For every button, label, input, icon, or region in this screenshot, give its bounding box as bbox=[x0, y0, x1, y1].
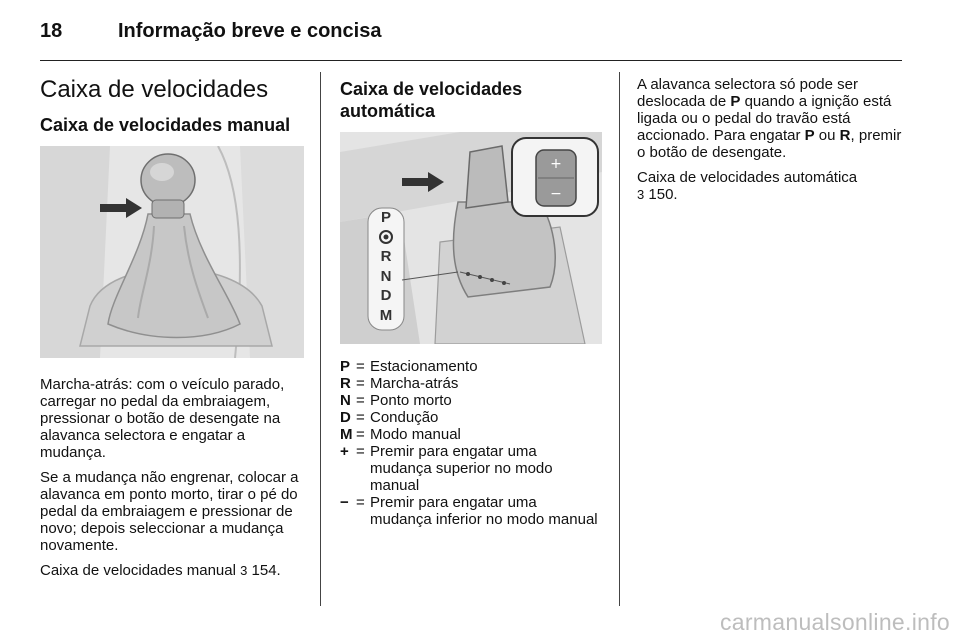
reference-page: 154. bbox=[251, 562, 281, 579]
section-title: Caixa de velocidades bbox=[40, 76, 269, 103]
position-label-m: M bbox=[379, 306, 393, 324]
header-rule bbox=[40, 60, 902, 61]
position-label-n: N bbox=[380, 267, 392, 285]
text-run: ou bbox=[814, 127, 840, 144]
brake-lock-icon bbox=[378, 229, 394, 245]
legend-equals: = bbox=[356, 409, 365, 426]
svg-text:+: + bbox=[550, 156, 562, 172]
legend-row bbox=[340, 358, 602, 375]
legend-row bbox=[340, 392, 602, 409]
position-lock-icon bbox=[370, 228, 402, 248]
legend-key: N bbox=[340, 392, 351, 409]
running-title: Informação breve e concisa bbox=[118, 20, 382, 42]
legend-key-plus: + bbox=[340, 443, 349, 460]
legend-text: Estacionamento bbox=[370, 358, 478, 375]
position-label-r: R bbox=[380, 248, 392, 265]
reference-page: 150. bbox=[648, 186, 678, 203]
column-manual-gearbox bbox=[40, 70, 304, 579]
legend-equals: = bbox=[356, 443, 365, 460]
bold-gear-r: R bbox=[839, 127, 851, 144]
paragraph-reverse-gear: Marcha-atrás: com o veículo parado, carregar no pedal da embraiagem, pressionar o botão de desengate na alavanca selectora e engatar a mudança. bbox=[40, 376, 285, 461]
watermark: carmanualsonline.info bbox=[719, 609, 950, 635]
column-automatic-gearbox bbox=[340, 70, 602, 528]
svg-text:−: − bbox=[550, 186, 562, 202]
position-label-p: P bbox=[380, 209, 391, 226]
column-divider-left bbox=[320, 72, 321, 606]
manual-gear-lever-figure bbox=[40, 146, 304, 358]
paragraph-selector-lever bbox=[637, 76, 905, 161]
manual-gear-lever-illustration bbox=[40, 146, 304, 358]
legend-equals: = bbox=[356, 358, 365, 375]
legend-key: P bbox=[340, 358, 351, 375]
legend-row bbox=[340, 409, 602, 426]
legend-text: Condução bbox=[370, 409, 439, 426]
bold-gear-p: P bbox=[804, 127, 815, 144]
legend-key: M bbox=[340, 426, 353, 443]
legend-row bbox=[340, 426, 602, 443]
text-run: , premir o botão de desengate. bbox=[637, 127, 902, 161]
reference-arrow-icon: 3 bbox=[637, 187, 645, 202]
position-label-d: D bbox=[380, 287, 392, 304]
legend-text: Premir para engatar uma mudança superior no modo manual bbox=[370, 443, 553, 494]
legend-key-minus: − bbox=[340, 494, 349, 511]
gear-legend bbox=[340, 358, 602, 528]
automatic-selector-figure bbox=[340, 132, 602, 344]
bold-gear-p: P bbox=[730, 93, 741, 110]
legend-text: Marcha-atrás bbox=[370, 375, 459, 392]
page-number: 18 bbox=[40, 20, 63, 42]
legend-row bbox=[340, 375, 602, 392]
legend-text: Premir para engatar uma mudança inferior no modo manual bbox=[370, 494, 598, 528]
legend-equals: = bbox=[356, 426, 365, 443]
text-run: quando a ignição está ligada ou o pedal do travão está accionado. Para engatar bbox=[637, 93, 892, 144]
column-divider-right bbox=[619, 72, 620, 606]
reference-manual-gearbox[interactable] bbox=[40, 562, 304, 579]
selector-positions-strip bbox=[370, 208, 402, 330]
legend-equals: = bbox=[356, 494, 365, 511]
legend-equals: = bbox=[356, 375, 365, 392]
legend-row bbox=[340, 494, 602, 528]
paragraph-gear-not-engaging: Se a mudança não engrenar, colocar a alavanca em ponto morto, tirar o pé do pedal da embraiagem e pressionar de novo; depois seleccionar a mudança novamente. bbox=[40, 469, 299, 554]
legend-text: Ponto morto bbox=[370, 392, 452, 409]
legend-equals: = bbox=[356, 392, 365, 409]
reference-text: Caixa de velocidades manual bbox=[40, 562, 236, 579]
page-header bbox=[40, 14, 902, 60]
legend-key: R bbox=[340, 375, 351, 392]
legend-row bbox=[340, 443, 602, 494]
column-selector-notes bbox=[637, 70, 905, 203]
reference-text: Caixa de velocidades automática bbox=[637, 169, 858, 186]
legend-key: D bbox=[340, 409, 351, 426]
subsection-title-automatic: Caixa de velocidades automática bbox=[340, 79, 523, 121]
reference-arrow-icon: 3 bbox=[240, 563, 248, 578]
subsection-title-manual: Caixa de velocidades manual bbox=[40, 115, 291, 135]
reference-automatic-gearbox[interactable] bbox=[637, 169, 905, 203]
text-run: A alavanca selectora só pode ser deslocada de bbox=[637, 76, 858, 110]
legend-text: Modo manual bbox=[370, 426, 461, 443]
